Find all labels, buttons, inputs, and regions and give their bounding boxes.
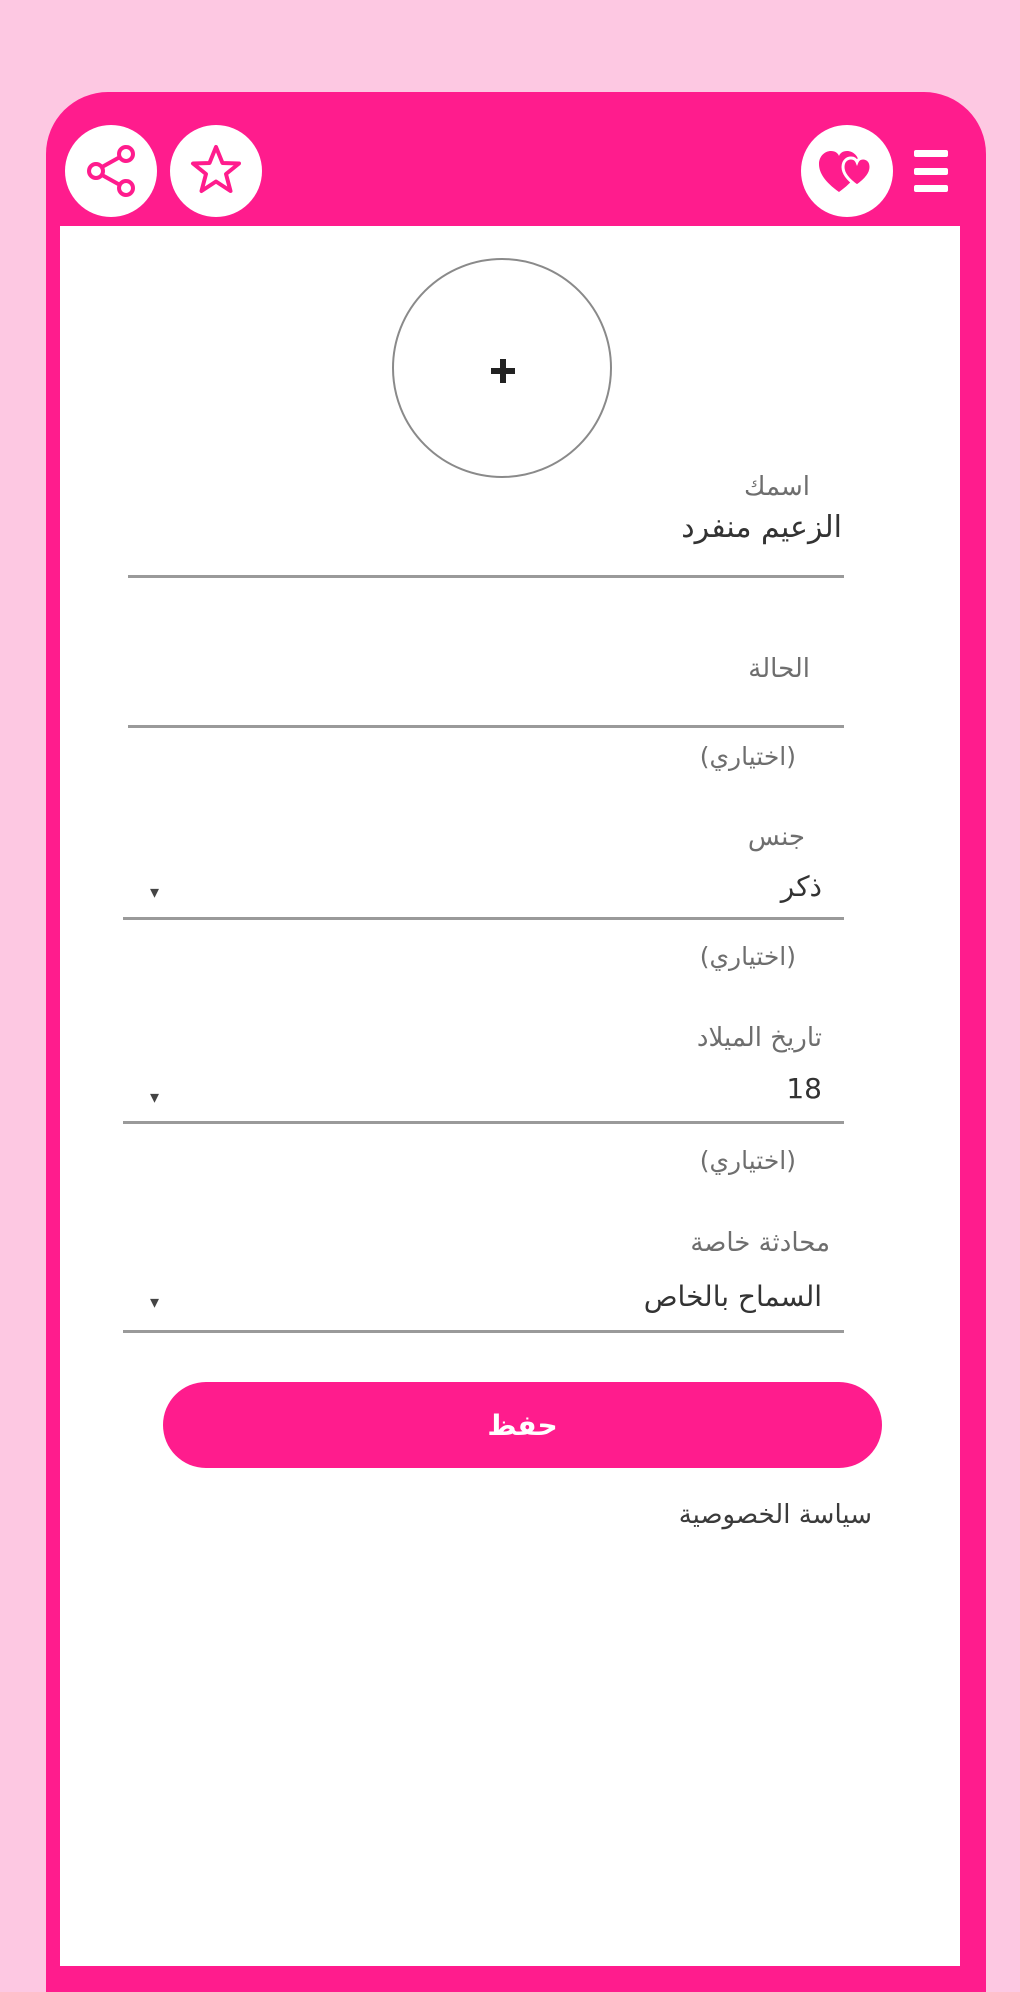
birthdate-label: تاريخ الميلاد [696, 1023, 822, 1053]
gender-label: جنس [747, 822, 805, 852]
gender-select[interactable]: ذكر [780, 870, 822, 903]
name-input[interactable]: الزعيم منفرد [681, 510, 842, 545]
share-icon [82, 142, 140, 200]
birthdate-dropdown-arrow-icon[interactable]: ▾ [150, 1087, 160, 1108]
birthdate-select[interactable]: 18 [786, 1072, 822, 1105]
privacy-policy-link[interactable]: سياسة الخصوصية [678, 1500, 872, 1530]
birthdate-optional-hint: (اختياري) [699, 1146, 796, 1175]
app-logo [801, 125, 893, 217]
favorite-button[interactable] [170, 125, 262, 217]
star-icon [187, 142, 245, 200]
private-chat-dropdown-arrow-icon[interactable]: ▾ [150, 1292, 160, 1313]
name-underline [128, 575, 844, 578]
status-input[interactable]: الحالة [748, 654, 810, 684]
name-label: اسمك [744, 472, 810, 502]
double-heart-icon [815, 142, 879, 200]
private-chat-label: محادثة خاصة [690, 1228, 830, 1258]
gender-optional-hint: (اختياري) [699, 942, 796, 971]
status-underline [128, 725, 844, 728]
private-chat-underline [123, 1330, 844, 1333]
share-button[interactable] [65, 125, 157, 217]
private-chat-select[interactable]: السماح بالخاص [643, 1280, 822, 1313]
gender-dropdown-arrow-icon[interactable]: ▾ [150, 882, 160, 903]
hamburger-menu-icon[interactable] [914, 150, 948, 192]
gender-underline [123, 917, 844, 920]
save-button[interactable]: حفظ [163, 1382, 882, 1468]
status-optional-hint: (اختياري) [699, 742, 796, 771]
plus-icon [489, 357, 517, 385]
profile-form-panel [60, 226, 960, 1966]
birthdate-underline [123, 1121, 844, 1124]
